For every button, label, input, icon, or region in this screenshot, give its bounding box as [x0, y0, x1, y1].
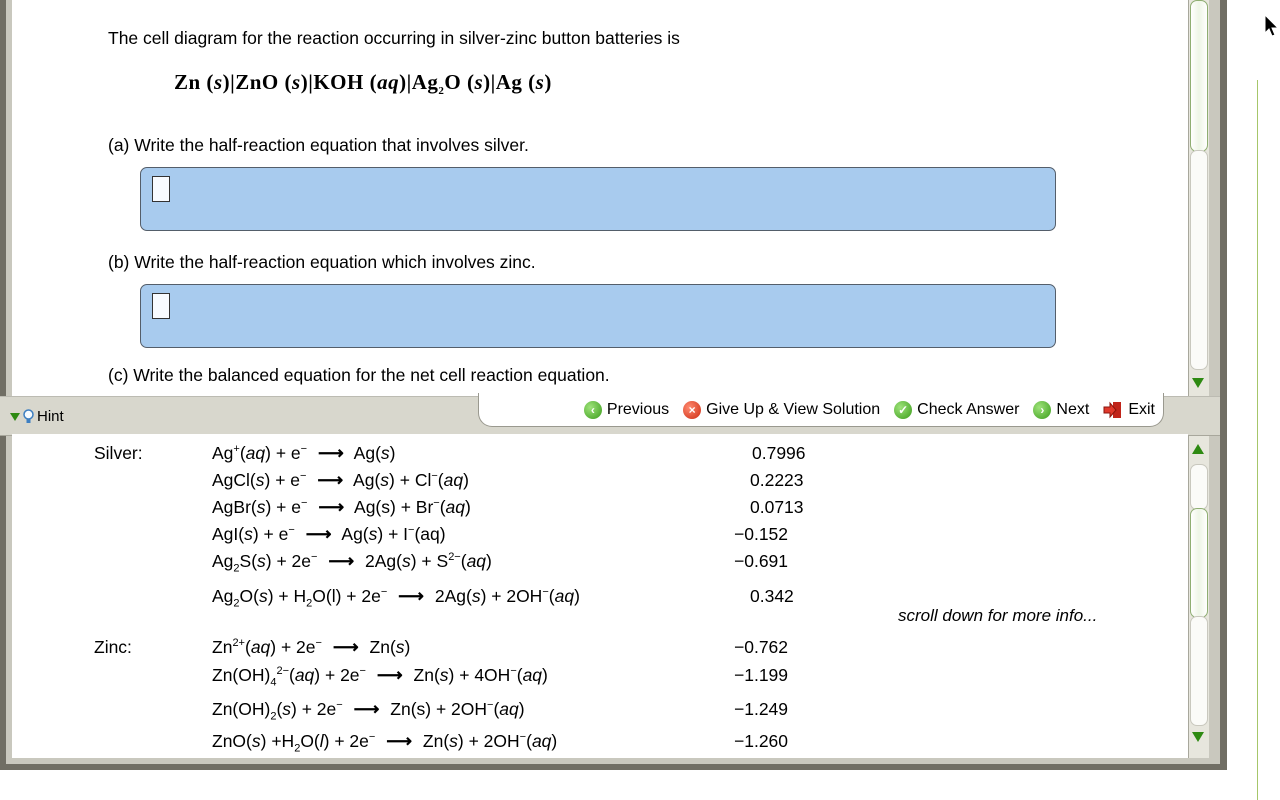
zinc-eq-2: $Zn(OH)_4^{2-}(aq) + 2e^-$ ⟶ Zn(s) + 4OH−(aq): [212, 665, 548, 689]
give-up-label: Give Up & View Solution: [706, 400, 881, 418]
next-icon: ›: [1033, 401, 1051, 419]
silver-value-2: 0.2223: [750, 470, 804, 490]
give-up-button[interactable]: [683, 401, 880, 419]
reference-pane: [12, 434, 1188, 758]
silver-eq-1: Ag+(aq) + e− ⟶ Ag(s): [212, 443, 396, 463]
silver-eq-2: AgCl(s) + e− ⟶ Ag(s) + Cl−(aq): [212, 470, 469, 490]
exit-label: Exit: [1128, 400, 1155, 418]
zinc-value-2: −1.199: [734, 665, 789, 685]
part-b-prompt: (b) Write the half-reaction equation which involves zinc.: [108, 252, 536, 272]
reference-scrollbar-thumb[interactable]: [1190, 508, 1208, 618]
question-intro: The cell diagram for the reaction occurring in silver-zinc button batteries is: [108, 28, 680, 48]
action-toolbar: [478, 393, 1164, 427]
silver-value-5: −0.691: [734, 551, 789, 571]
hint-label: Hint: [37, 408, 64, 425]
reference-scrollbar-track-top: [1190, 464, 1208, 510]
silver-value-4: −0.152: [734, 524, 789, 544]
give-up-icon: ×: [683, 401, 701, 419]
part-a-prompt: (a) Write the half-reaction equation that involves silver.: [108, 135, 529, 155]
check-answer-label: Check Answer: [917, 400, 1020, 418]
silver-eq-3: AgBr(s) + e− ⟶ Ag(s) + Br−(aq): [212, 497, 471, 517]
scroll-down-arrow-icon-2[interactable]: [1192, 732, 1204, 742]
zinc-value-1: −0.762: [734, 637, 789, 657]
question-scrollbar-thumb[interactable]: [1190, 0, 1208, 152]
zinc-eq-1: $Zn^{2+}(aq) + 2e^-$ ⟶ Zn(s): [212, 637, 411, 657]
zinc-value-4: −1.260: [734, 731, 789, 751]
silver-label: Silver:: [94, 443, 143, 463]
zinc-value-3: −1.249: [734, 699, 789, 719]
previous-button[interactable]: [584, 401, 669, 419]
right-divider: [1257, 80, 1258, 800]
answer-b-field[interactable]: [140, 284, 1056, 348]
silver-value-1: 0.7996: [752, 443, 806, 463]
question-scrollbar[interactable]: [1188, 0, 1209, 396]
hint-bulb-icon: [23, 409, 34, 424]
zinc-label: Zinc:: [94, 637, 132, 657]
question-scrollbar-track: [1190, 150, 1208, 370]
expand-triangle-icon: [10, 413, 20, 421]
previous-label: Previous: [606, 400, 670, 418]
exit-icon: [1103, 400, 1123, 420]
silver-value-3: 0.0713: [750, 497, 804, 517]
answer-a-caret: [152, 176, 170, 202]
answer-a-field[interactable]: [140, 167, 1056, 231]
answer-b-caret: [152, 293, 170, 319]
silver-eq-6: $Ag_2O(s) + H_2O(l) + 2e^-$ ⟶ 2Ag(s) + 2OH−(aq): [212, 586, 580, 610]
next-label: Next: [1056, 400, 1090, 418]
exit-button[interactable]: [1103, 400, 1155, 420]
hint-toggle[interactable]: [10, 408, 64, 425]
part-c-prompt: (c) Write the balanced equation for the net cell reaction equation.: [108, 365, 610, 385]
previous-icon: ‹: [584, 401, 602, 419]
reference-scrollbar-track-bottom: [1190, 616, 1208, 726]
scroll-down-note: scroll down for more info...: [898, 606, 1098, 625]
cursor-icon: [1264, 14, 1280, 38]
cell-diagram-formula: Zn (s)|ZnO (s)|KOH $(aq)|Ag_2O$ (s)|Ag (s): [174, 70, 552, 98]
zinc-eq-3: $Zn(OH)_2(s) + 2e^-$ ⟶ Zn(s) + 2OH−(aq): [212, 699, 525, 723]
silver-eq-5: $Ag_2S(s) + 2e^-$ ⟶ $2Ag(s) + S^{2-}(aq)$: [212, 551, 492, 575]
zinc-eq-4: $ZnO(s) +H_2O(l) + 2e^-$ ⟶ Zn(s) + 2OH−(aq): [212, 731, 558, 755]
scroll-up-arrow-icon[interactable]: [1192, 444, 1204, 454]
check-icon: ✓: [894, 401, 912, 419]
question-pane: [12, 0, 1188, 396]
silver-eq-4: AgI(s) + e− ⟶ Ag(s) + I−(aq): [212, 524, 446, 544]
scroll-down-arrow-icon[interactable]: [1192, 378, 1204, 388]
check-answer-button[interactable]: [894, 401, 1019, 419]
next-button[interactable]: [1033, 401, 1089, 419]
silver-value-6: 0.342: [750, 586, 794, 606]
reference-scrollbar[interactable]: [1188, 436, 1209, 758]
